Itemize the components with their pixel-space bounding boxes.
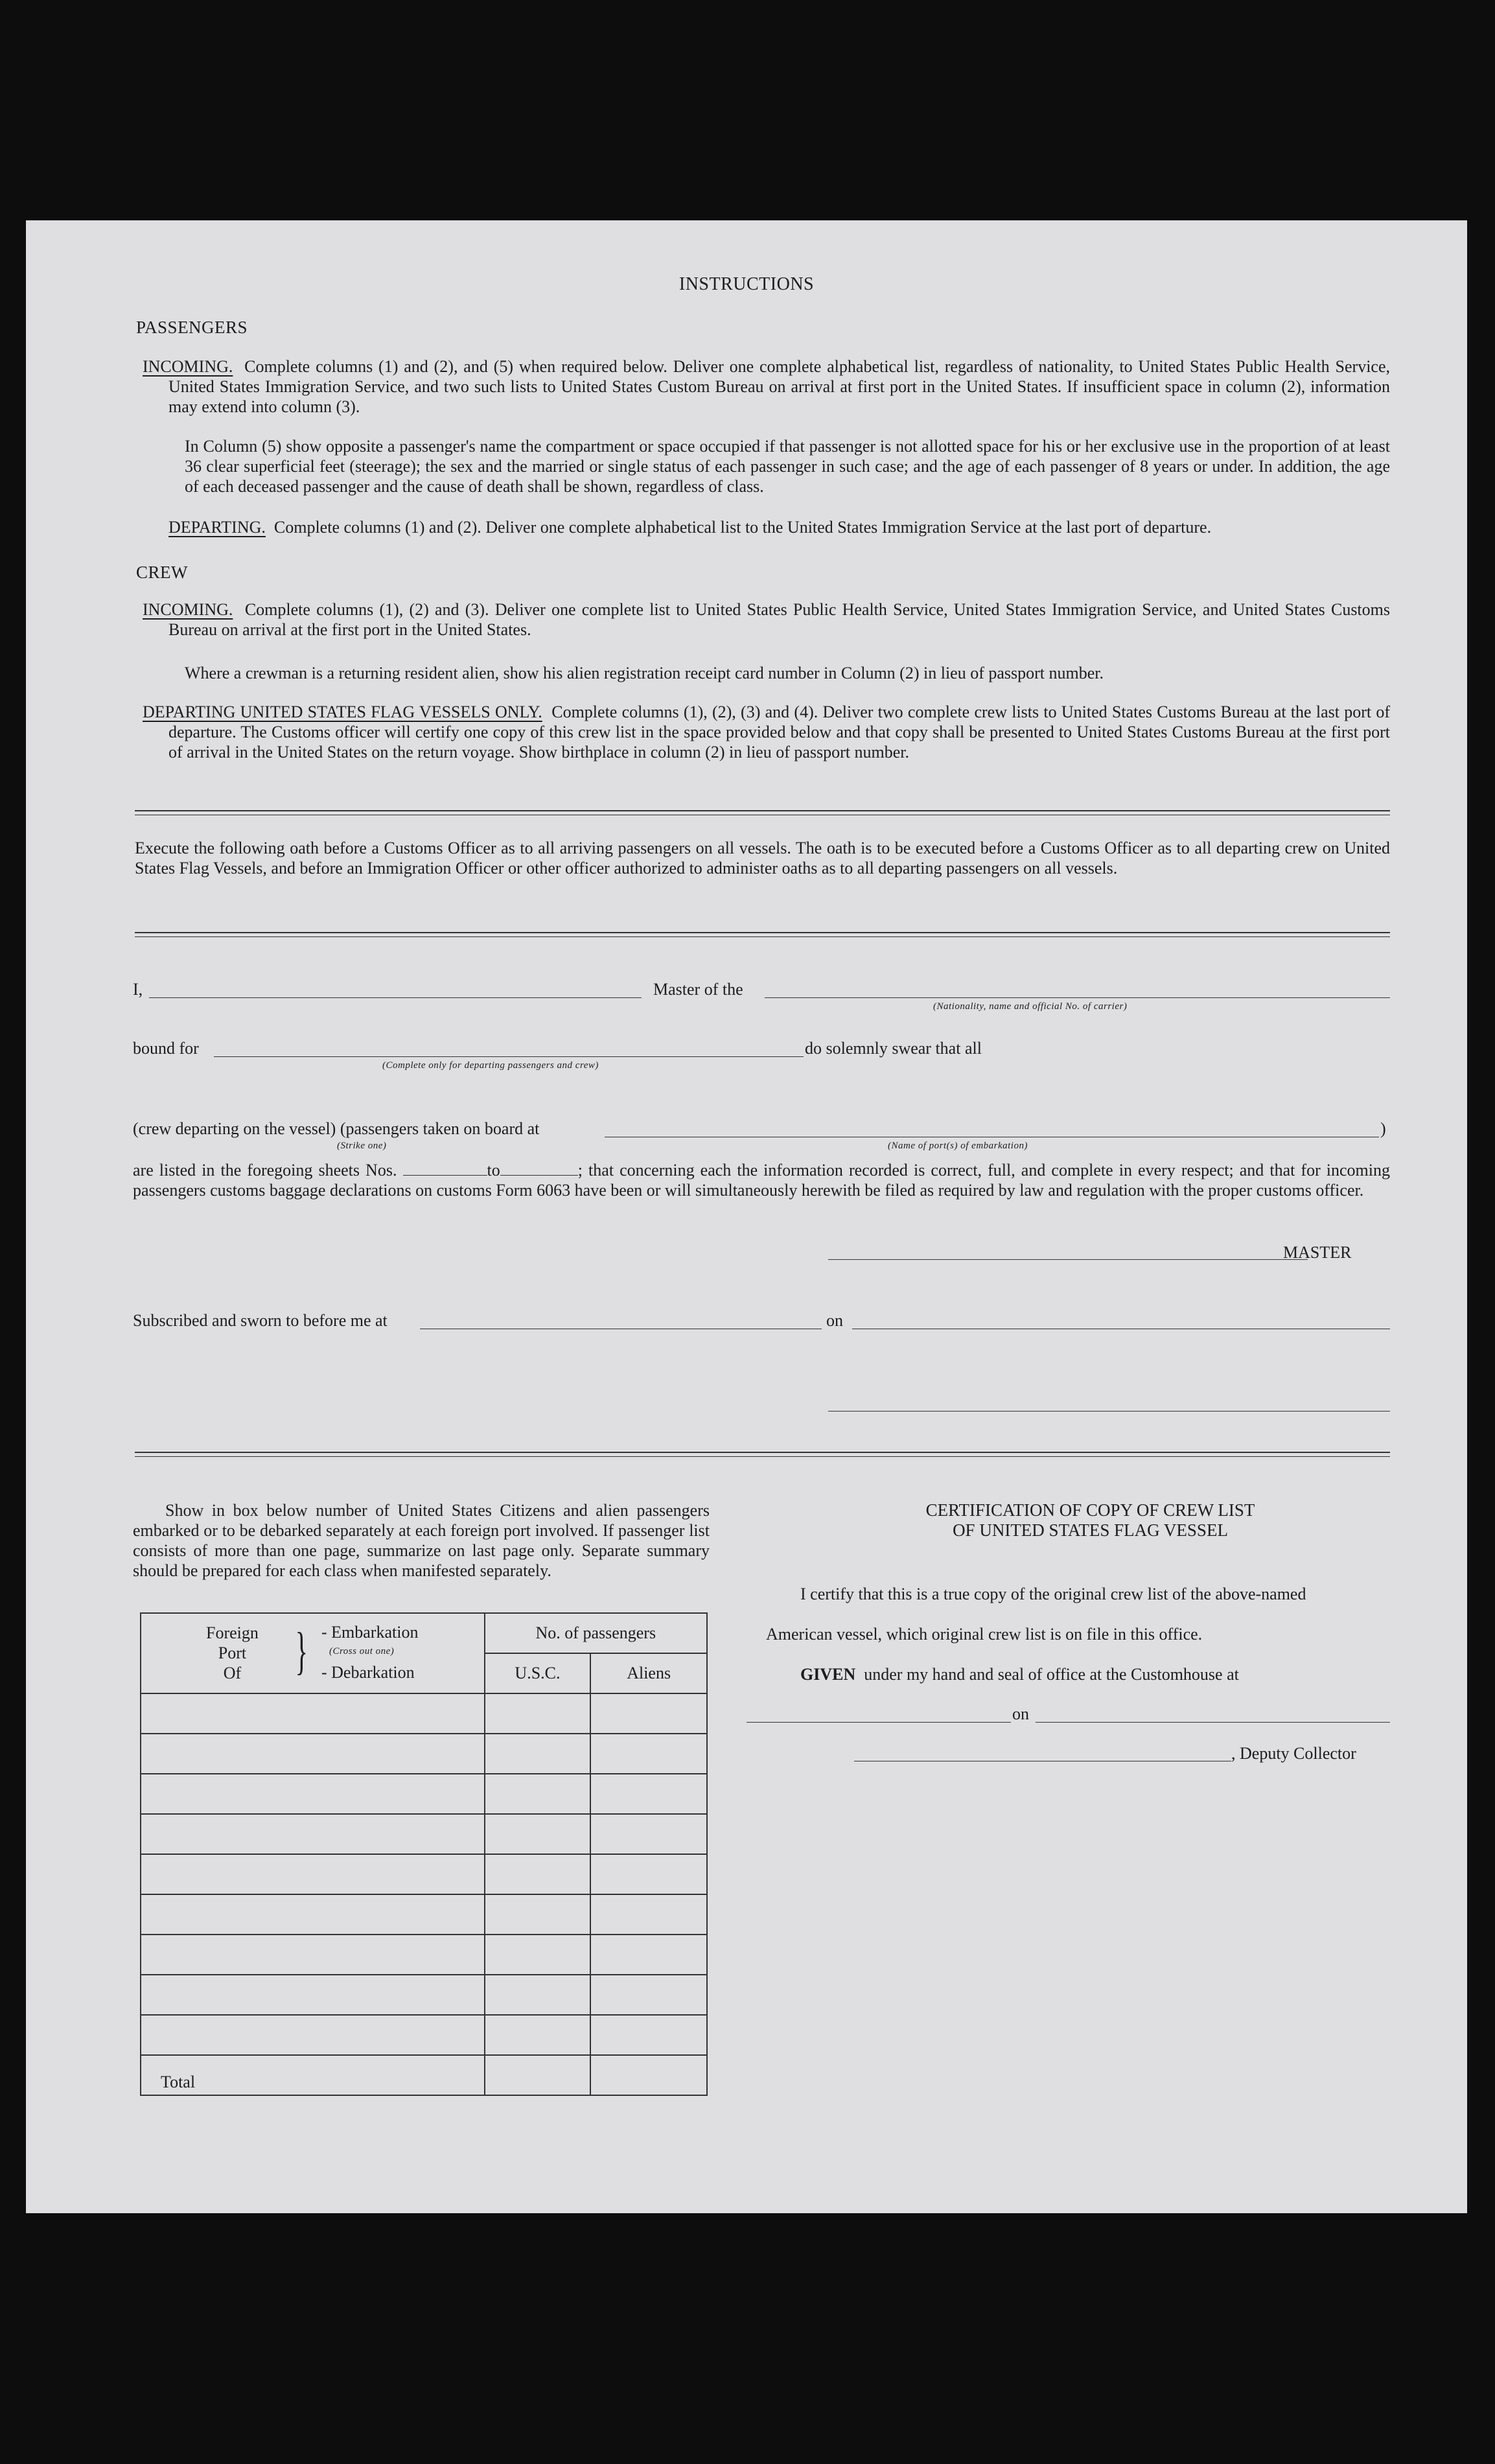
usc-header: U.S.C. [485, 1653, 591, 1693]
given-rest: under my hand and seal of office at the Customhouse at [864, 1665, 1239, 1684]
aliens-cell[interactable] [590, 1814, 707, 1854]
port-cell[interactable] [141, 1693, 485, 1734]
debarkation-label: - Debarkation [321, 1663, 415, 1682]
usc-cell[interactable] [485, 1935, 591, 1975]
usc-cell[interactable] [485, 1854, 591, 1894]
table-row [141, 1774, 707, 1814]
listed-prefix: are listed in the foregoing sheets Nos. [133, 1161, 397, 1180]
listed-text: ; that concerning each the information recorded is correct, full, and complete in every respect; and that for incoming passengers customs baggage declarations on customs Form 6063 have been or will simultaneously herewith be filed as required by law and regulation with the proper customs officer. [133, 1161, 1390, 1200]
crew-departing-text: (crew departing on the vessel) (passengers taken on board at [133, 1119, 540, 1138]
aliens-cell[interactable] [590, 1734, 707, 1774]
foreign-label: Foreign [206, 1623, 259, 1642]
master-label: MASTER [1283, 1243, 1352, 1262]
summary-instructions: Show in box below number of United States Citizens and alien passengers embarked or to be debarked separately at each foreign port involved. If passenger list consists of more than one page, summarize on last page only. Separate summary should be prepared for each class when manifested separately. [133, 1501, 710, 1580]
customhouse-field[interactable] [747, 1722, 1011, 1723]
certification-title-line2: OF UNITED STATES FLAG VESSEL [953, 1520, 1228, 1540]
crew-alien-paragraph: Where a crewman is a returning resident alien, show his alien registration receipt card number in Column (2) in lieu of passport number. [185, 664, 1104, 682]
subscribed-label: Subscribed and sworn to before me at [133, 1311, 388, 1330]
passengers-incoming-paragraph [143, 356, 1390, 417]
certification-title-line1: CERTIFICATION OF COPY OF CREW LIST [925, 1500, 1255, 1520]
listed-paragraph [133, 1160, 1390, 1200]
usc-cell[interactable] [485, 1693, 591, 1734]
master-signature-field[interactable] [828, 1259, 1308, 1260]
aliens-total-cell[interactable] [590, 2055, 707, 2095]
oath-i-label: I, [133, 980, 143, 999]
embarkation-label: - Embarkation [321, 1623, 419, 1642]
no-of-passengers-header: No. of passengers [485, 1613, 707, 1653]
crew-departing-text: Complete columns (1), (2), (3) and (4). Deliver two complete crew lists to United States Customs Bureau at the last port of departure. The Customs officer will certify one copy of this crew list in the space provided below and that copy shall be presented to United States Customs Bureau at the first port of arrival in the United States on the return voyage. Show birthplace in column (2) in lieu of passport number. [168, 703, 1390, 761]
certification-date-field[interactable] [1036, 1722, 1390, 1723]
table-row [141, 1975, 707, 2015]
usc-cell[interactable] [485, 1894, 591, 1935]
document-page [26, 220, 1467, 2213]
master-of-the-label: Master of the [653, 980, 743, 999]
aliens-cell[interactable] [590, 1894, 707, 1935]
swear-text: do solemnly swear that all [805, 1039, 982, 1058]
brace-icon: } [295, 1623, 308, 1680]
sheet-to-field[interactable] [500, 1162, 578, 1176]
given-line [800, 1665, 1239, 1684]
usc-total-cell[interactable] [485, 2055, 591, 2095]
port-cell[interactable] [141, 1814, 485, 1854]
complete-only-caption: (Complete only for departing passengers and crew) [382, 1060, 599, 1071]
crew-departing-label: DEPARTING UNITED STATES FLAG VESSELS ONLY. [143, 703, 542, 721]
divider-rule [135, 810, 1390, 811]
given-word: GIVEN [800, 1665, 856, 1684]
on-label: on [826, 1311, 843, 1330]
ports-caption: (Name of port(s) of embarkation) [888, 1141, 1028, 1151]
table-row [141, 2015, 707, 2055]
certification-on-label: on [1012, 1704, 1029, 1723]
page-title: INSTRUCTIONS [678, 274, 815, 294]
crew-incoming-paragraph [143, 599, 1390, 640]
table-row [141, 1693, 707, 1734]
divider-rule [135, 936, 1390, 937]
port-cell[interactable] [141, 2015, 485, 2055]
divider-rule [135, 1452, 1390, 1453]
aliens-cell[interactable] [590, 1774, 707, 1814]
aliens-cell[interactable] [590, 1693, 707, 1734]
bound-for-field[interactable] [214, 1056, 804, 1057]
port-cell[interactable] [141, 1894, 485, 1935]
table-row [141, 1734, 707, 1774]
oath-instructions: Execute the following oath before a Customs Officer as to all arriving passengers on all vessels. The oath is to be executed before a Customs Officer as to all departing crew on United States Flag Vessels, and before an Immigration Officer or other officer authorized to administer oaths as to all departing passengers on all vessels. [135, 839, 1390, 878]
bound-for-label: bound for [133, 1039, 199, 1058]
passengers-column5-paragraph: In Column (5) show opposite a passenger's name the compartment or space occupied if that passenger is not allotted space for his or her exclusive use in the proportion of at least 36 clear superficial feet (steerage); the sex and the married or single status of each passenger in such case; and the age of each passenger of 8 years or under. In addition, the age of each deceased passenger and the cause of death shall be shown, regardless of class. [185, 437, 1390, 496]
close-paren: ) [1380, 1119, 1386, 1138]
nationality-caption: (Nationality, name and official No. of carrier) [933, 1001, 1128, 1012]
port-label: Port [218, 1644, 247, 1662]
usc-cell[interactable] [485, 1734, 591, 1774]
aliens-cell[interactable] [590, 2015, 707, 2055]
passengers-departing-text: Complete columns (1) and (2). Deliver one complete alphabetical list to the United States Immigration Service at the last port of departure. [273, 518, 1212, 537]
port-cell[interactable] [141, 1774, 485, 1814]
divider-rule [135, 932, 1390, 933]
to-word: to [487, 1161, 500, 1180]
of-label: Of [223, 1664, 242, 1682]
port-header-cell [141, 1613, 485, 1693]
table-row [141, 1894, 707, 1935]
certification-title [791, 1500, 1390, 1540]
crew-departing-paragraph [143, 702, 1390, 762]
usc-cell[interactable] [485, 2015, 591, 2055]
aliens-cell[interactable] [590, 1935, 707, 1975]
passengers-heading: PASSENGERS [136, 318, 248, 337]
port-cell[interactable] [141, 1734, 485, 1774]
divider-rule [135, 1456, 1390, 1457]
aliens-header: Aliens [590, 1653, 707, 1693]
aliens-cell[interactable] [590, 1854, 707, 1894]
usc-cell[interactable] [485, 1814, 591, 1854]
passenger-summary-table [140, 1612, 708, 2096]
master-name-field[interactable] [149, 997, 642, 998]
usc-cell[interactable] [485, 1774, 591, 1814]
aliens-cell[interactable] [590, 1975, 707, 2015]
deputy-collector-label: , Deputy Collector [1231, 1744, 1356, 1763]
table-row [141, 1854, 707, 1894]
port-cell[interactable] [141, 1975, 485, 2015]
passengers-departing-paragraph [168, 517, 1390, 537]
passengers-departing-label: DEPARTING. [168, 518, 266, 537]
table-row [141, 1814, 707, 1854]
cross-out-caption: (Cross out one) [329, 1646, 395, 1656]
officer-signature-field[interactable] [828, 1411, 1390, 1412]
table-row [141, 1935, 707, 1975]
sheet-from-field[interactable] [403, 1162, 487, 1176]
passengers-incoming-text: Complete columns (1) and (2), and (5) when required below. Deliver one complete alphabetical list, regardless of nationality, to United States Public Health Service, United States Immigration Service, and two such lists to United States Custom Bureau on arrival at first port in the United States. If insufficient space in column (2), information may extend into column (3). [168, 357, 1391, 416]
certification-line1: I certify that this is a true copy of the original crew list of the above-named [800, 1585, 1306, 1603]
strike-one-caption: (Strike one) [337, 1141, 387, 1151]
usc-cell[interactable] [485, 1975, 591, 2015]
certification-line2: American vessel, which original crew list is on file in this office. [766, 1625, 1203, 1644]
total-row [141, 2055, 707, 2095]
crew-heading: CREW [136, 563, 188, 582]
passengers-incoming-label: INCOMING. [143, 357, 233, 376]
crew-incoming-text: Complete columns (1), (2) and (3). Deliver one complete list to United States Public Health Service, United States Immigration Service, and United States Customs Bureau on arrival at the first port in the United States. [168, 600, 1391, 639]
port-cell[interactable] [141, 1935, 485, 1975]
port-cell[interactable] [141, 1854, 485, 1894]
crew-incoming-label: INCOMING. [143, 600, 233, 619]
carrier-field[interactable] [765, 997, 1390, 998]
total-label: Total [141, 2055, 485, 2095]
